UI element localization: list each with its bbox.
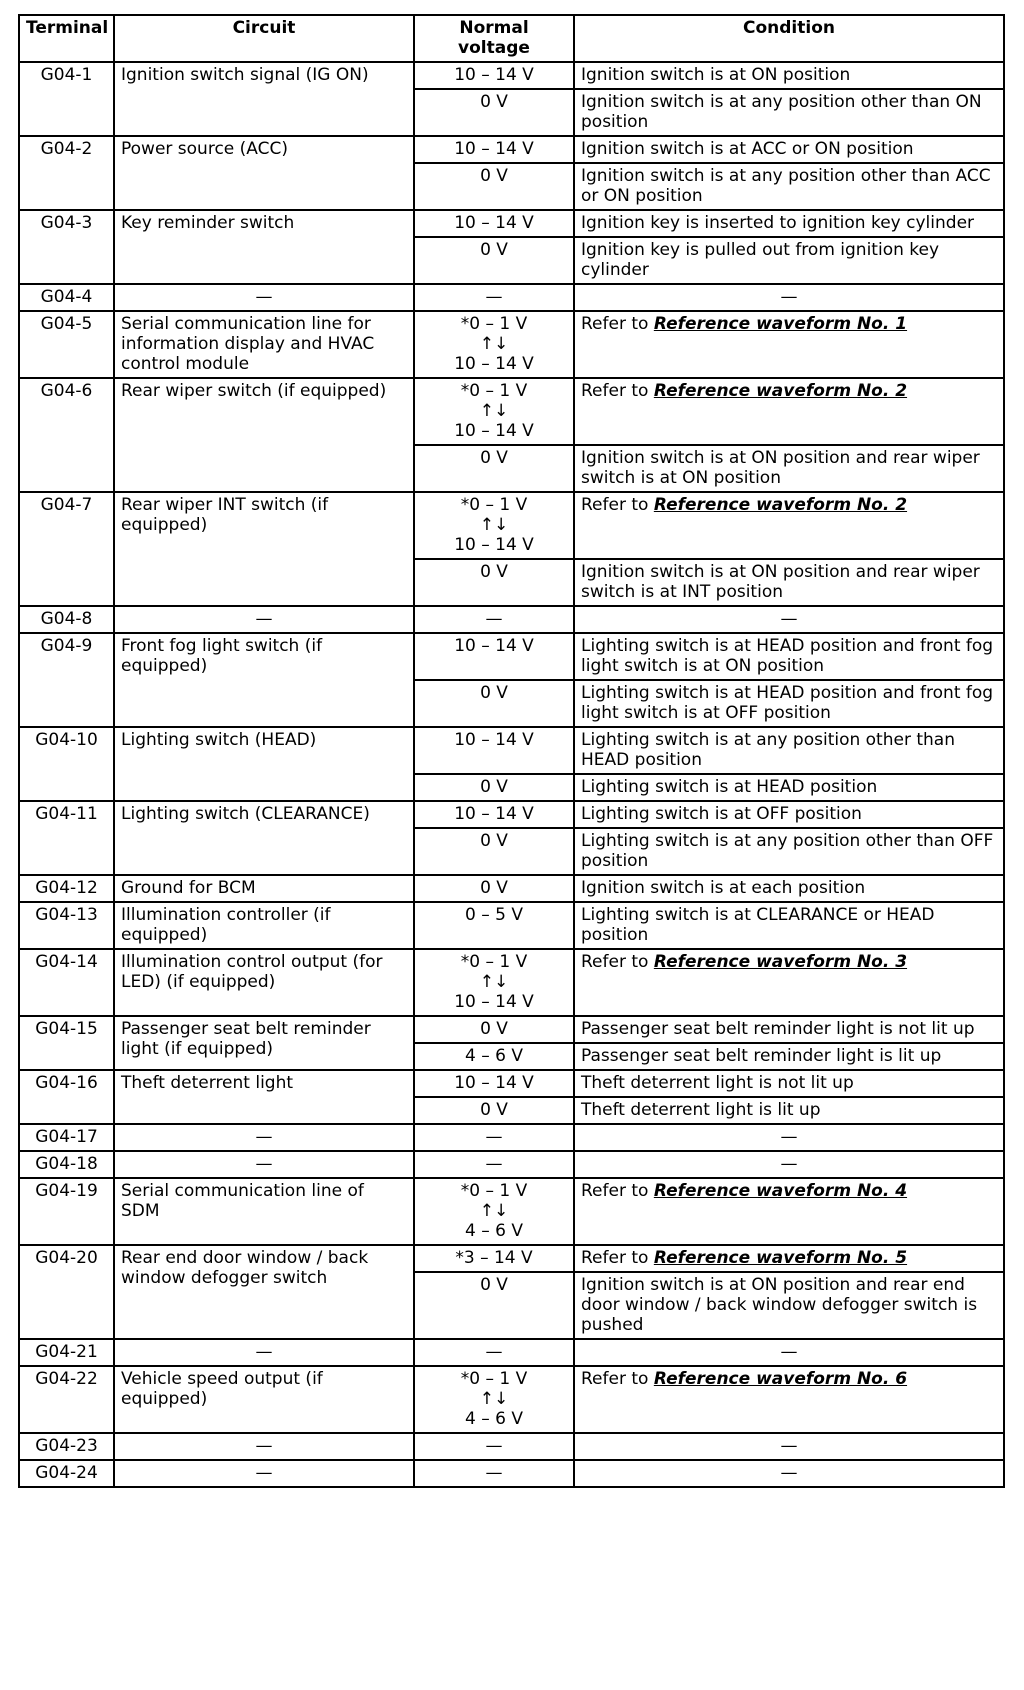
voltage-cell (414, 1366, 574, 1433)
condition-cell: Lighting switch is at CLEARANCE or HEAD position (574, 902, 1004, 949)
header-voltage: Normal voltage (414, 15, 574, 62)
terminal-cell: G04-14 (19, 949, 114, 1016)
voltage-low: *0 – 1 V (460, 314, 528, 334)
condition-cell: Ignition switch is at ON position (574, 62, 1004, 89)
toggle-arrows-icon: ↑↓ (479, 515, 509, 535)
voltage-cell: 0 V (414, 237, 574, 284)
header-condition: Condition (574, 15, 1004, 62)
dash-cell: — (414, 1460, 574, 1487)
table-row (19, 1245, 1004, 1272)
condition-cell: Lighting switch is at OFF position (574, 801, 1004, 828)
voltage-cell: 10 – 14 V (414, 210, 574, 237)
table-row (19, 606, 1004, 633)
voltage-cell: 10 – 14 V (414, 1070, 574, 1097)
voltage-cell: 10 – 14 V (414, 633, 574, 680)
dash-cell: — (414, 1124, 574, 1151)
voltage-cell: 0 V (414, 1097, 574, 1124)
condition-cell: Ignition switch is at ACC or ON position (574, 136, 1004, 163)
voltage-low: *0 – 1 V (460, 1181, 528, 1201)
voltage-cell: 10 – 14 V (414, 136, 574, 163)
terminal-cell: G04-10 (19, 727, 114, 801)
terminal-cell: G04-7 (19, 492, 114, 606)
toggle-arrows-icon: ↑↓ (479, 972, 509, 992)
refer-prefix: Refer to (581, 381, 649, 401)
dash-cell: — (574, 1433, 1004, 1460)
table-row (19, 284, 1004, 311)
dash-cell: — (574, 1460, 1004, 1487)
condition-cell: Passenger seat belt reminder light is not lit up (574, 1016, 1004, 1043)
circuit-cell: Rear end door window / back window defogger switch (114, 1245, 414, 1339)
terminal-cell: G04-23 (19, 1433, 114, 1460)
voltage-cell: *3 – 14 V (414, 1245, 574, 1272)
table-row (19, 1460, 1004, 1487)
circuit-cell: Theft deterrent light (114, 1070, 414, 1124)
condition-cell: Ignition switch is at ON position and rear wiper switch is at INT position (574, 559, 1004, 606)
terminal-cell: G04-4 (19, 284, 114, 311)
terminal-cell: G04-11 (19, 801, 114, 875)
voltage-cell (414, 311, 574, 378)
reference-waveform-link[interactable]: Reference waveform No. 2 (653, 381, 908, 401)
condition-cell: Ignition switch is at ON position and rear wiper switch is at ON position (574, 445, 1004, 492)
voltage-cell: 0 V (414, 774, 574, 801)
voltage-cell: 0 V (414, 559, 574, 606)
voltage-low: *0 – 1 V (460, 381, 528, 401)
condition-cell (574, 949, 1004, 1016)
terminal-cell: G04-17 (19, 1124, 114, 1151)
terminal-cell: G04-1 (19, 62, 114, 136)
circuit-cell: Lighting switch (HEAD) (114, 727, 414, 801)
table-row (19, 1070, 1004, 1097)
voltage-cell: 0 V (414, 680, 574, 727)
terminal-cell: G04-13 (19, 902, 114, 949)
circuit-cell: Ignition switch signal (IG ON) (114, 62, 414, 136)
condition-cell: Ignition switch is at any position other than ACC or ON position (574, 163, 1004, 210)
voltage-cell (414, 378, 574, 445)
table-row (19, 875, 1004, 902)
terminal-cell: G04-6 (19, 378, 114, 492)
reference-waveform-link[interactable]: Reference waveform No. 6 (653, 1369, 908, 1389)
toggle-arrows-icon: ↑↓ (479, 334, 509, 354)
terminal-cell: G04-21 (19, 1339, 114, 1366)
condition-cell: Theft deterrent light is not lit up (574, 1070, 1004, 1097)
circuit-cell: Serial communication line of SDM (114, 1178, 414, 1245)
condition-cell (574, 1245, 1004, 1272)
voltage-cell: 4 – 6 V (414, 1043, 574, 1070)
condition-cell: Lighting switch is at HEAD position (574, 774, 1004, 801)
voltage-high: 10 – 14 V (454, 992, 534, 1012)
reference-waveform-link[interactable]: Reference waveform No. 2 (653, 495, 908, 515)
circuit-cell: Illumination controller (if equipped) (114, 902, 414, 949)
table-row (19, 1151, 1004, 1178)
voltage-low: *0 – 1 V (460, 952, 528, 972)
terminal-cell: G04-20 (19, 1245, 114, 1339)
voltage-cell: 0 V (414, 828, 574, 875)
circuit-cell: Rear wiper INT switch (if equipped) (114, 492, 414, 606)
condition-cell: Ignition switch is at ON position and rear end door window / back window defogger switch is pushed (574, 1272, 1004, 1339)
dash-cell: — (574, 1339, 1004, 1366)
dash-cell: — (114, 1339, 414, 1366)
table-row (19, 633, 1004, 680)
dash-cell: — (574, 284, 1004, 311)
terminal-cell: G04-2 (19, 136, 114, 210)
condition-cell: Lighting switch is at HEAD position and front fog light switch is at OFF position (574, 680, 1004, 727)
condition-cell: Lighting switch is at HEAD position and front fog light switch is at ON position (574, 633, 1004, 680)
voltage-cell: 0 V (414, 445, 574, 492)
circuit-cell: Ground for BCM (114, 875, 414, 902)
terminal-cell: G04-16 (19, 1070, 114, 1124)
dash-cell: — (414, 1339, 574, 1366)
header-circuit: Circuit (114, 15, 414, 62)
toggle-arrows-icon: ↑↓ (479, 401, 509, 421)
voltage-cell: 0 V (414, 163, 574, 210)
table-row (19, 949, 1004, 1016)
circuit-cell: Lighting switch (CLEARANCE) (114, 801, 414, 875)
terminal-cell: G04-24 (19, 1460, 114, 1487)
reference-waveform-link[interactable]: Reference waveform No. 4 (653, 1181, 908, 1201)
table-row (19, 492, 1004, 559)
voltage-high: 4 – 6 V (465, 1409, 523, 1429)
header-row (19, 15, 1004, 62)
condition-cell: Passenger seat belt reminder light is lit up (574, 1043, 1004, 1070)
circuit-cell: Illumination control output (for LED) (if equipped) (114, 949, 414, 1016)
condition-cell: Theft deterrent light is lit up (574, 1097, 1004, 1124)
dash-cell: — (414, 284, 574, 311)
condition-cell: Ignition key is inserted to ignition key cylinder (574, 210, 1004, 237)
voltage-cell (414, 492, 574, 559)
circuit-cell: Rear wiper switch (if equipped) (114, 378, 414, 492)
table-row (19, 136, 1004, 163)
voltage-cell: 10 – 14 V (414, 727, 574, 774)
circuit-cell: Key reminder switch (114, 210, 414, 284)
refer-prefix: Refer to (581, 952, 649, 972)
table-row (19, 1366, 1004, 1433)
reference-waveform-link[interactable]: Reference waveform No. 1 (653, 314, 908, 334)
table-row (19, 378, 1004, 445)
terminal-cell: G04-12 (19, 875, 114, 902)
dash-cell: — (414, 1151, 574, 1178)
voltage-cell: 10 – 14 V (414, 801, 574, 828)
condition-cell: Lighting switch is at any position other than OFF position (574, 828, 1004, 875)
terminal-cell: G04-22 (19, 1366, 114, 1433)
voltage-high: 10 – 14 V (454, 535, 534, 555)
dash-cell: — (574, 1124, 1004, 1151)
voltage-cell: 0 V (414, 1272, 574, 1339)
reference-waveform-link[interactable]: Reference waveform No. 3 (653, 952, 908, 972)
table-row (19, 801, 1004, 828)
dash-cell: — (114, 1433, 414, 1460)
dash-cell: — (114, 284, 414, 311)
terminal-voltage-table (18, 14, 1005, 1488)
header-terminal: Terminal (19, 15, 114, 62)
dash-cell: — (114, 1151, 414, 1178)
refer-prefix: Refer to (581, 1248, 649, 1268)
table-row (19, 1339, 1004, 1366)
terminal-cell: G04-8 (19, 606, 114, 633)
condition-cell: Ignition switch is at each position (574, 875, 1004, 902)
dash-cell: — (114, 1124, 414, 1151)
circuit-cell: Passenger seat belt reminder light (if equipped) (114, 1016, 414, 1070)
refer-prefix: Refer to (581, 314, 649, 334)
dash-cell: — (414, 606, 574, 633)
circuit-cell: Front fog light switch (if equipped) (114, 633, 414, 727)
voltage-cell: 0 V (414, 1016, 574, 1043)
voltage-cell: 0 – 5 V (414, 902, 574, 949)
condition-cell (574, 378, 1004, 445)
dash-cell: — (574, 606, 1004, 633)
terminal-cell: G04-15 (19, 1016, 114, 1070)
refer-prefix: Refer to (581, 1369, 649, 1389)
terminal-cell: G04-9 (19, 633, 114, 727)
table-row (19, 1433, 1004, 1460)
voltage-high: 10 – 14 V (454, 354, 534, 374)
voltage-cell: 0 V (414, 875, 574, 902)
condition-cell (574, 311, 1004, 378)
condition-cell: Lighting switch is at any position other than HEAD position (574, 727, 1004, 774)
voltage-cell: 0 V (414, 89, 574, 136)
table-row (19, 1124, 1004, 1151)
terminal-cell: G04-5 (19, 311, 114, 378)
voltage-high: 4 – 6 V (465, 1221, 523, 1241)
circuit-cell: Serial communication line for information display and HVAC control module (114, 311, 414, 378)
voltage-low: *0 – 1 V (460, 495, 528, 515)
dash-cell: — (414, 1433, 574, 1460)
condition-cell: Ignition key is pulled out from ignition key cylinder (574, 237, 1004, 284)
table-row (19, 311, 1004, 378)
toggle-arrows-icon: ↑↓ (479, 1201, 509, 1221)
voltage-high: 10 – 14 V (454, 421, 534, 441)
table-row (19, 62, 1004, 89)
circuit-cell: Vehicle speed output (if equipped) (114, 1366, 414, 1433)
condition-cell (574, 1178, 1004, 1245)
terminal-cell: G04-19 (19, 1178, 114, 1245)
terminal-cell: G04-18 (19, 1151, 114, 1178)
refer-prefix: Refer to (581, 495, 649, 515)
condition-cell (574, 1366, 1004, 1433)
condition-cell (574, 492, 1004, 559)
terminal-cell: G04-3 (19, 210, 114, 284)
dash-cell: — (574, 1151, 1004, 1178)
dash-cell: — (114, 606, 414, 633)
condition-cell: Ignition switch is at any position other than ON position (574, 89, 1004, 136)
dash-cell: — (114, 1460, 414, 1487)
toggle-arrows-icon: ↑↓ (479, 1389, 509, 1409)
voltage-low: *0 – 1 V (460, 1369, 528, 1389)
table-row (19, 1178, 1004, 1245)
voltage-cell (414, 1178, 574, 1245)
reference-waveform-link[interactable]: Reference waveform No. 5 (653, 1248, 908, 1268)
table-row (19, 727, 1004, 774)
refer-prefix: Refer to (581, 1181, 649, 1201)
table-row (19, 210, 1004, 237)
circuit-cell: Power source (ACC) (114, 136, 414, 210)
table-row (19, 902, 1004, 949)
voltage-cell: 10 – 14 V (414, 62, 574, 89)
voltage-cell (414, 949, 574, 1016)
table-row (19, 1016, 1004, 1043)
